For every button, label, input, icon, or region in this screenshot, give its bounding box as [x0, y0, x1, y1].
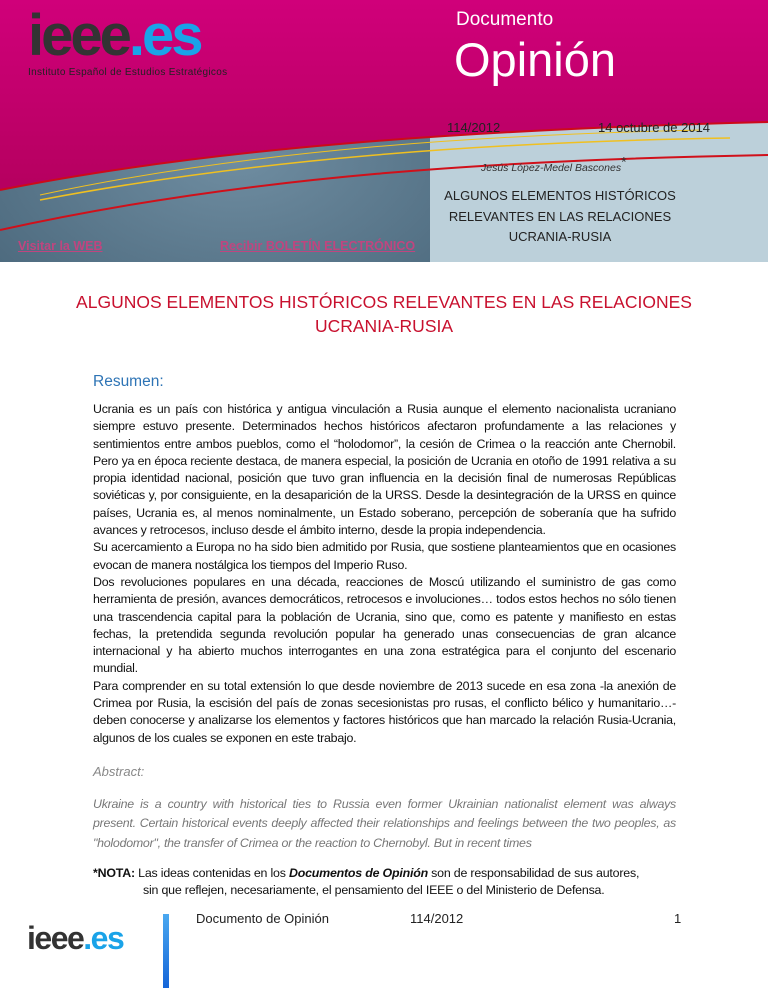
visit-web-link[interactable]: Visitar la WEB	[18, 239, 103, 253]
resumen-body	[93, 401, 676, 747]
newsletter-link[interactable]: Recibir BOLETÍN ELECTRÓNICO	[220, 239, 416, 253]
document-number: 114/2012	[447, 120, 501, 135]
abstract-body: Ukraine is a country with historical ties to Russia even former Ukrainian nationalist element was always present. Certain historical events deeply affected their relationships and feelings between the two peoples, as "holodomor", the transfer of Crimea or the reaction to Chernobyl. But in recent times	[93, 796, 676, 850]
header-title-line: RELEVANTES EN LAS RELACIONES	[448, 208, 672, 224]
nota: *NOTA: Las ideas contenidas en los Documentos de Opinión son de responsabilidad de sus autores, sin que reflejen, necesariamente, el pensamiento del IEEE o del Ministerio de Defensa.	[93, 865, 640, 897]
documento-label: Documento	[456, 9, 554, 30]
resumen-heading: Resumen:	[93, 373, 164, 390]
paragraph: Su acercamiento a Europa no ha sido bien admitido por Rusia, que sostiene planteamientos que en ocasiones evocan de manera nostálgica los tiempos del Imperio Ruso.	[93, 540, 676, 572]
ieee-logo: ieee.es	[28, 3, 201, 68]
footer-logo: ieee.es	[27, 919, 124, 956]
header-title-line: UCRANIA-RUSIA	[508, 229, 612, 244]
abstract-heading: Abstract:	[93, 763, 145, 779]
author: Jesús López-Medel Bascones*	[481, 153, 627, 174]
header-title-line: ALGUNOS ELEMENTOS HISTÓRICOS	[444, 188, 676, 203]
footer-doc: Documento de Opinión	[196, 910, 329, 926]
paragraph: Dos revoluciones populares en una década, reacciones de Moscú utilizando el suministro de gas como herramienta de presión, avances democráticos, retrocesos e involuciones… todos estos hechos no sólo tienen una trascendencia capital para la población de Ucrania, sino que, como es patente y manifiesto en estas fechas, la pretendida segunda revolución popular ha generado unas consecuencias de gran alcance internacional y ha abierto muchos interrogantes en una zona estratégica para el conjunto del escenario mundial.	[93, 574, 676, 676]
footer-number: 114/2012	[410, 910, 464, 926]
logo-subtitle: Instituto Español de Estudios Estratégicos	[28, 67, 228, 78]
document-date: 14 octubre de 2014	[598, 120, 711, 135]
footer-divider	[163, 914, 169, 988]
paragraph: Para comprender en su total extensión lo que desde noviembre de 2013 sucede en esa zona -la anexión de Crimea por Rusia, la escisión del país de zonas secesionistas pro rusas, el conflicto bélico y humanitario…- deben conocerse y analizarse los elementos y factores históricos que han marcado la relación Rusia-Ucrania, algunos de los cuales se exponen en este trabajo.	[93, 678, 676, 745]
opinion-label: Opinión	[454, 33, 616, 86]
footer	[0, 911, 768, 987]
page-number: 1	[674, 910, 682, 926]
main-title: ALGUNOS ELEMENTOS HISTÓRICOS RELEVANTES EN LAS RELACIONES UCRANIA-RUSIA	[76, 292, 692, 336]
paragraph: Ucrania es un país con histórica y antigua vinculación a Rusia aunque el elemento nacionalista ucraniano siempre estuvo presente. Determinados hechos históricos afectaron profundamente a las relaciones y sentimientos entre ambos pueblos, como el “holodomor”, la cesión de Crimea o la reacción ante Chernobil. Pero ya en época reciente destaca, de manera especial, la posición de Ucrania en otoño de 1991 relativa a su propia identidad nacional, posición que tuvo gran influencia en la decisión final de numerosas Repúblicas soviéticas y, por consiguiente, en la desaparición de la URSS. Desde la desintegración de la URSS en quince países, Ucrania es, al menos nominalmente, un Estado soberano, percepción de soberanía que ha sufrido avances y retrocesos, incluso desde el ámbito interno, desde la propia independencia.	[93, 402, 676, 538]
